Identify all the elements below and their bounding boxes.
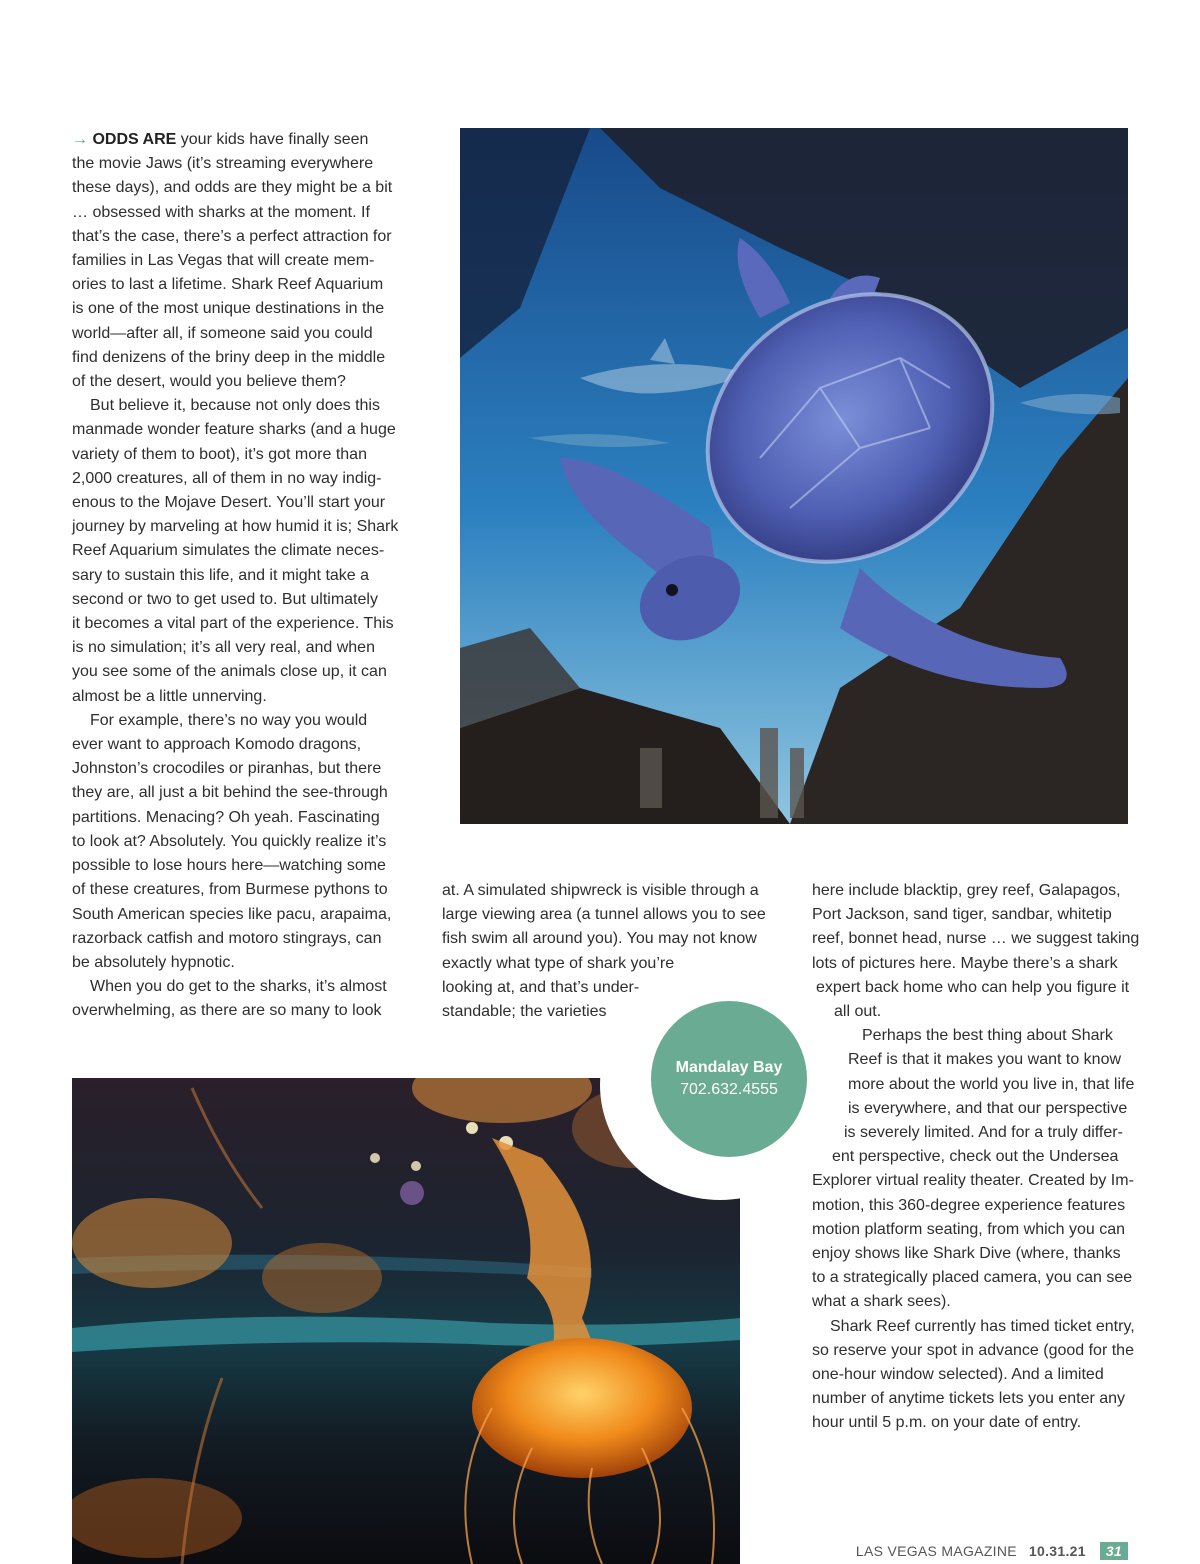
text-line: For example, there’s no way you would [90,711,368,729]
text-line: Reef Aquarium simulates the climate neces- [72,542,385,560]
text-line: is everywhere, and that our perspective [848,1099,1128,1117]
sea-turtle-photo [460,128,1128,824]
text-line: Shark Reef currently has timed ticket entry, [830,1317,1135,1335]
text-line: they are, all just a bit behind the see-through [72,784,388,802]
text-line: these days), and odds are they might be a bit [72,179,393,197]
text-line: exactly what type of shark you’re [442,954,675,972]
text-line: fish swim all around you). You may not know [442,930,757,948]
text-line: world—after all, if someone said you could [72,324,373,342]
text-line: Perhaps the best thing about Shark [862,1027,1113,1045]
text-line: find denizens of the briny deep in the middle [72,348,386,366]
sea-turtle-illustration [460,128,1128,824]
text-line: is severely limited. And for a truly differ- [844,1124,1123,1142]
text-line: be absolutely hypnotic. [72,953,235,971]
article-column-2 [442,879,766,1024]
text-line: reef, bonnet head, nurse … we suggest taking [812,930,1140,948]
text-line: motion, this 360-degree experience features [812,1196,1126,1214]
text-line: your kids have finally seen [180,131,369,148]
text-line: expert back home who can help you figure it [816,978,1130,996]
text-line: South American species like pacu, arapaima, [72,905,392,923]
text-line: here include blacktip, grey reef, Galapagos, [812,882,1121,899]
venue-phone: 702.632.4555 [680,1081,778,1098]
text-line: enous to the Mojave Desert. You’ll start your [72,494,386,512]
text-line: motion platform seating, from which you can [812,1220,1126,1238]
main-jellyfish-shape [465,1138,714,1564]
text-line: Johnston’s crocodiles or piranhas, but there [72,760,382,778]
text-line: hour until 5 p.m. on your date of entry. [812,1414,1082,1432]
text-line: manmade wonder feature sharks (and a huge [72,421,396,439]
text-line: all out. [834,1003,882,1021]
venue-badge [651,1001,807,1157]
text-line: to look at? Absolutely. You quickly realize it’s [72,832,387,850]
article-column-1 [72,128,399,1024]
text-line: possible to lose hours here—watching some [72,857,386,875]
text-line: number of anytime tickets lets you enter any [812,1390,1126,1408]
page-number: 31 [1100,1542,1128,1560]
text-line: is one of the most unique destinations in the [72,300,385,318]
article-column-3 [812,879,1142,1436]
text-line: razorback catfish and motoro stingrays, can [72,929,382,947]
text-line: partitions. Menacing? Oh yeah. Fascinating [72,808,380,826]
text-line: so reserve your spot in advance (good for the [812,1341,1134,1359]
arrow-icon: → [72,131,88,148]
text-line: 2,000 creatures, all of them in no way indig- [72,469,382,487]
text-line: Explorer virtual reality theater. Created by Im- [812,1172,1134,1190]
text-line: more about the world you live in, that life [848,1075,1135,1093]
lead-word: ODDS ARE [92,131,177,148]
text-line: families in Las Vegas that will create mem- [72,252,375,270]
text-line: When you do get to the sharks, it’s almost [90,978,387,996]
text-line: journey by marveling at how humid it is; Shark [72,518,399,536]
text-line: But believe it, because not only does this [90,397,380,415]
text-line: variety of them to boot), it’s got more than [72,445,367,463]
text-line: at. A simulated shipwreck is visible through a [442,882,759,899]
text-line: second or two to get used to. But ultimately [72,590,378,608]
text-line: sary to sustain this life, and it might take a [72,566,370,584]
text-line: that’s the case, there’s a perfect attraction for [72,227,392,245]
lead-line [72,128,392,152]
issue-date: 10.31.21 [1028,1543,1086,1559]
text-line: looking at, and that’s under- [442,978,640,996]
text-line: overwhelming, as there are so many to look [72,1002,382,1020]
text-line: it becomes a vital part of the experience. This [72,615,394,633]
text-line: large viewing area (a tunnel allows you to see [442,906,766,924]
text-line: enjoy shows like Shark Dive (where, thanks [812,1245,1121,1263]
text-line: Port Jackson, sand tiger, sandbar, whitetip [812,906,1112,924]
text-line: you see some of the animals close up, it can [72,663,387,681]
text-line: ent perspective, check out the Undersea [832,1148,1119,1166]
text-line: ever want to approach Komodo dragons, [72,736,362,754]
text-line: lots of pictures here. Maybe there’s a shark [812,954,1118,972]
text-line: of these creatures, from Burmese pythons to [72,881,388,899]
venue-name: Mandalay Bay [675,1059,783,1076]
text-line: almost be a little unnerving. [72,687,267,705]
text-line: to a strategically placed camera, you can see [812,1269,1133,1287]
magazine-name: LAS VEGAS MAGAZINE [855,1543,1017,1559]
text-line: of the desert, would you believe them? [72,373,346,391]
text-line: what a shark sees). [812,1293,951,1311]
text-line: the movie Jaws (it’s streaming everywhere [72,155,374,173]
text-line: standable; the varieties [442,1003,607,1021]
text-line: one-hour window selected). And a limited [812,1366,1104,1384]
page-footer [856,1541,1128,1561]
text-line: Reef is that it makes you want to know [848,1051,1122,1069]
text-line: ories to last a lifetime. Shark Reef Aquarium [72,276,384,294]
text-line: … obsessed with sharks at the moment. If [72,203,370,221]
text-line: is no simulation; it’s all very real, and when [72,639,375,657]
